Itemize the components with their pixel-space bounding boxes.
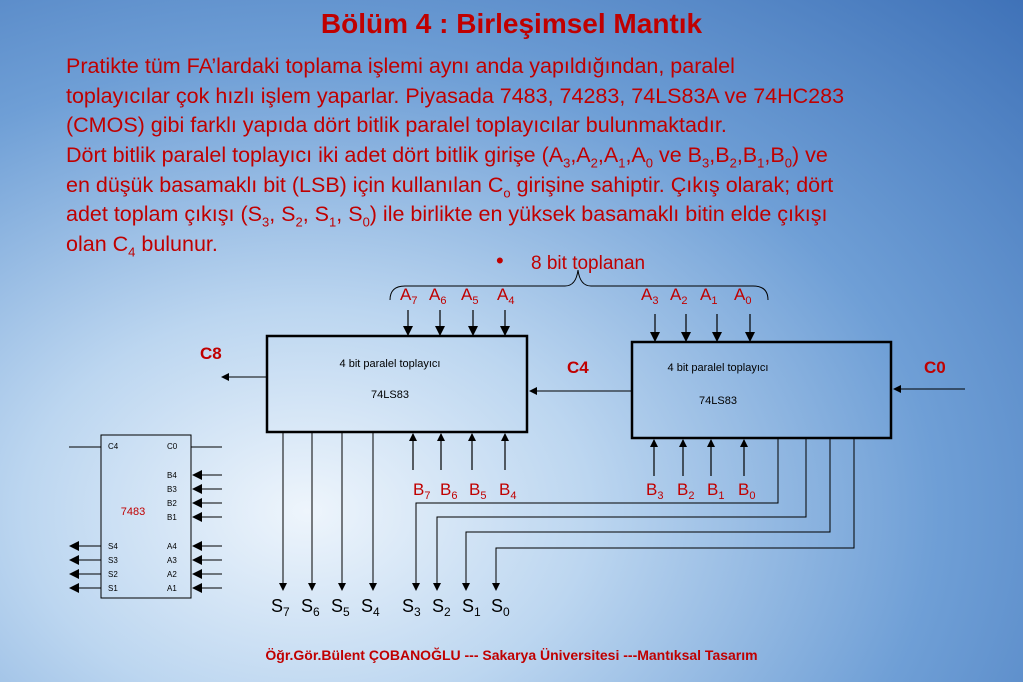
sum-label: $S_7$	[271, 596, 290, 619]
sum-low-wires	[416, 438, 854, 590]
sum-label: $S_3$	[402, 596, 421, 619]
chip-high-part: 74LS83	[371, 389, 409, 401]
small-chip-a-pin: A3	[167, 556, 177, 565]
b-input-arrows	[413, 434, 744, 476]
a-label: $A_1$	[700, 285, 718, 307]
small-chip-7483	[69, 435, 222, 598]
sum-label: $S_1$	[462, 596, 481, 619]
small-chip-s-pin: S4	[108, 542, 118, 551]
bullet-icon: •	[496, 248, 504, 273]
chip-high-name: 4 bit paralel toplayıcı	[339, 358, 441, 370]
paragraph-2-line-2: en düşük basamaklı bit (LSB) için kullanılan $C_o$ girişine sahiptir. Çıkış olarak; dört	[66, 172, 834, 200]
a-label: $A_7$	[400, 285, 418, 307]
chip-low-name: 4 bit paralel toplayıcı	[667, 362, 769, 374]
b-label: $B_3$	[646, 480, 664, 502]
small-chip-b-pin: B4	[167, 471, 177, 480]
a-label: $A_5$	[461, 285, 479, 307]
adder-chip-low	[632, 342, 891, 438]
carry-out-label: C8	[200, 344, 222, 363]
small-chip-s-pin: S2	[108, 570, 118, 579]
paragraph-1-line-2: toplayıcılar çok hızlı işlem yaparlar. Piyasada 7483, 74283, 74LS83A ve 74HC283	[66, 83, 845, 108]
small-chip-b-pin: B2	[167, 499, 177, 508]
b-label: $B_7$	[413, 480, 431, 502]
b-low-labels	[646, 480, 755, 502]
sum-label: $S_0$	[491, 596, 510, 619]
b-high-labels	[413, 480, 516, 502]
b-label: $B_6$	[440, 480, 458, 502]
a-label: $A_3$	[641, 285, 659, 307]
small-chip-b-pin: B3	[167, 485, 177, 494]
a-label: $A_0$	[734, 285, 752, 307]
small-chip-name: 7483	[120, 506, 146, 518]
small-chip-c4-label: C4	[108, 442, 119, 451]
small-chip-a-pin: A1	[167, 584, 177, 593]
paragraph-2-line-1: Dört bitlik paralel toplayıcı iki adet dört bitlik girişe ($A_3,A_2,A_1,A_0$ ve $B_3,B_2,B_1,B_0$) ve	[66, 143, 828, 171]
paragraph-1-line-3: (CMOS) gibi farklı yapıda dört bitlik paralel toplayıcılar bulunmaktadır.	[66, 113, 727, 137]
small-chip-a-pin: A2	[167, 570, 177, 579]
paragraph-1-line-1: Pratikte tüm FA’lardaki toplama işlemi aynı anda yapıldığından, paralel	[66, 54, 735, 78]
small-chip-s-pin: S1	[108, 584, 118, 593]
b-label: $B_2$	[677, 480, 695, 502]
small-chip-b-pin: B1	[167, 513, 177, 522]
paragraph-2-line-3: adet toplam çıkışı ($S_3$, $S_2$, $S_1$, $S_0$) ile birlikte en yüksek basamaklı bitin elde çıkışı	[66, 202, 828, 230]
small-chip-a-pin: A4	[167, 542, 177, 551]
b-label: $B_1$	[707, 480, 725, 502]
sum-label: $S_4$	[361, 596, 380, 619]
a-high-labels	[400, 285, 514, 307]
paragraph-2-line-4: olan $C_4$ bulunur.	[66, 231, 218, 259]
slide-title: Bölüm 4 : Birleşimsel Mantık	[320, 8, 703, 39]
a-label: $A_2$	[670, 285, 688, 307]
brace-label: 8 bit toplanan	[531, 253, 646, 274]
slide-footer: Öğr.Gör.Bülent ÇOBANOĞLU --- Sakarya Üniversitesi ---Mantıksal Tasarım	[265, 647, 758, 663]
sum-label: $S_6$	[301, 596, 320, 619]
carry-mid-label: C4	[567, 358, 589, 377]
sum-high-wires	[283, 432, 373, 590]
adder-chip-high	[267, 336, 527, 432]
a-label: $A_6$	[429, 285, 447, 307]
b-label: $B_5$	[469, 480, 487, 502]
a-label: $A_4$	[497, 285, 515, 307]
b-label: $B_4$	[499, 480, 517, 502]
sum-label: $S_5$	[331, 596, 350, 619]
sum-label: $S_2$	[432, 596, 451, 619]
a-low-labels	[641, 285, 751, 307]
small-chip-s-pin: S3	[108, 556, 118, 565]
carry-in-label: C0	[924, 358, 946, 377]
chip-low-part: 74LS83	[699, 395, 737, 407]
sum-labels	[271, 596, 510, 619]
b-label: $B_0$	[738, 480, 756, 502]
small-chip-c0-label: C0	[167, 442, 178, 451]
